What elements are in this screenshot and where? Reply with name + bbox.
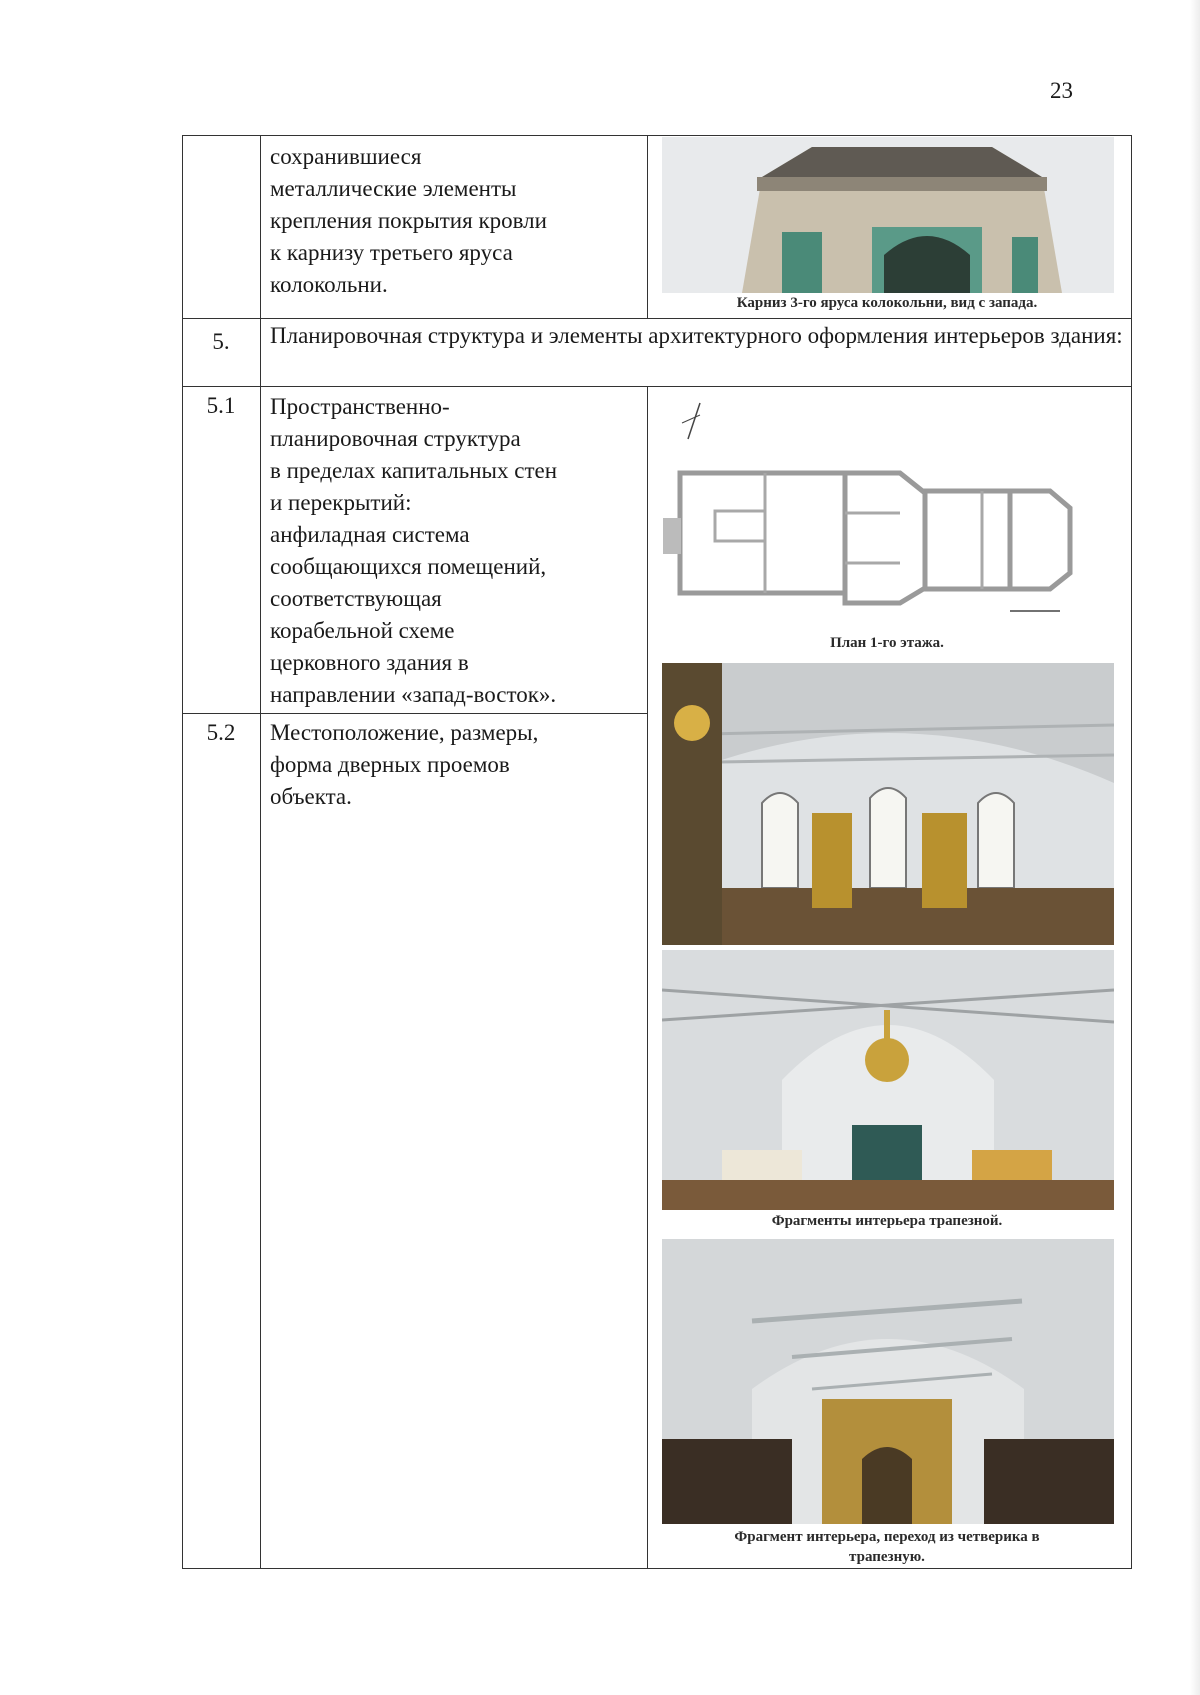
- row-rule-5-2: [182, 713, 647, 714]
- document-table: [182, 135, 1132, 1569]
- section-title-5: Планировочная структура и элементы архитектурного оформления интерьеров здания:: [270, 323, 1123, 348]
- table-border-bottom: [182, 1568, 1132, 1569]
- section-number-5: 5.: [212, 329, 230, 354]
- row-rule-5: [182, 318, 1132, 319]
- refectory-interior-photo-2: [662, 950, 1114, 1210]
- refectory-interior-caption: Фрагменты интерьера трапезной.: [771, 1213, 1003, 1229]
- table-border-right: [1131, 135, 1132, 1569]
- column-rule-figure-top: [647, 135, 648, 318]
- door-openings-description: Местоположение, размеры, форма дверных проемов объекта.: [270, 720, 539, 809]
- section-number-5-2: 5.2: [206, 720, 236, 745]
- column-rule-figure: [647, 386, 648, 1569]
- column-rule-number: [260, 135, 261, 1569]
- belfry-cornice-caption: Карниз 3-го яруса колокольни, вид с запада.: [736, 295, 1038, 311]
- row-rule-5-1: [182, 386, 1132, 387]
- quadrangle-transition-caption: Фрагмент интерьера, переход из четверика в трапезную.: [734, 1529, 1040, 1565]
- refectory-interior-photo-1: [662, 663, 1114, 945]
- section-number-5-1: 5.1: [206, 393, 236, 418]
- page-edge-shadow: [1190, 0, 1200, 1695]
- table-border-top: [182, 135, 1132, 136]
- continued-description: сохранившиеся металлические элементы крепления покрытия кровли к карнизу третьего яруса колокольни.: [270, 144, 547, 297]
- floor-plan-caption: План 1-го этажа.: [830, 635, 944, 651]
- spatial-structure-description: Пространственно- планировочная структура в пределах капитальных стен и перекрытий: анфиладная система сообщающихся помещений, соответствующая корабельной схеме церковного здания в направлении «запад-восток».: [270, 394, 558, 707]
- quadrangle-transition-photo: [662, 1239, 1114, 1524]
- page-number: 23: [1050, 78, 1073, 103]
- belfry-cornice-photo: [662, 137, 1114, 293]
